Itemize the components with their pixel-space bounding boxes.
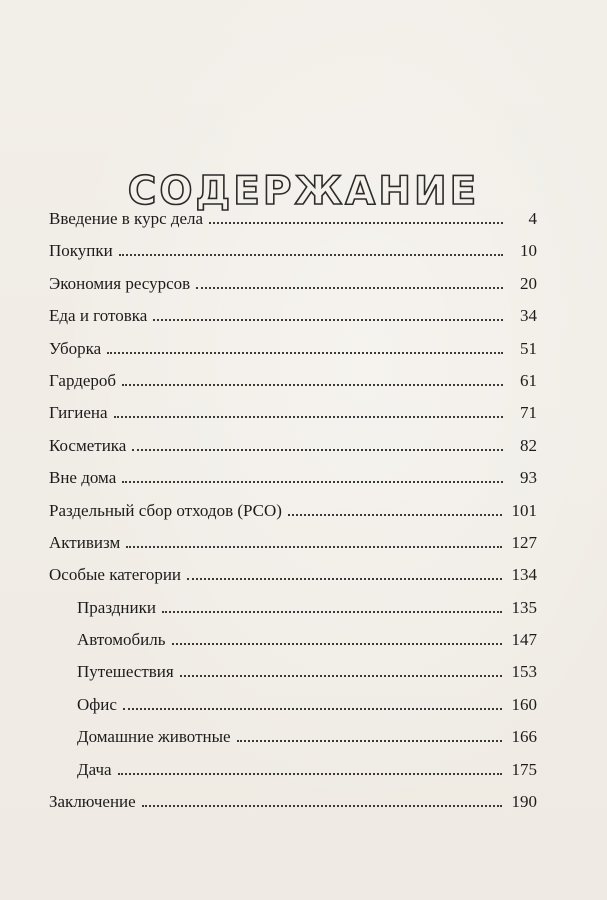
toc-entry-wardrobe — [49, 371, 537, 403]
toc-entry-page: 134 — [511, 565, 537, 585]
toc-entry-page: 153 — [511, 662, 537, 682]
toc-entry-outside-home — [49, 468, 537, 500]
page-title: СОДЕРЖАНИЕ — [127, 169, 480, 215]
dot-leader — [114, 416, 503, 418]
toc-entry-page: 71 — [520, 403, 537, 423]
dot-leader — [209, 222, 503, 224]
toc-entry-title: Офис — [77, 694, 117, 714]
toc-entry-title: Гардероб — [49, 370, 117, 390]
toc-entry-page: 20 — [520, 273, 537, 293]
dot-leader — [187, 578, 501, 580]
dot-leader — [162, 611, 502, 613]
toc-entry-page: 4 — [528, 209, 537, 228]
toc-entry-special-categories — [49, 565, 537, 597]
toc-entry-waste-sorting — [49, 501, 537, 533]
toc-entry-page: 190 — [511, 792, 537, 812]
toc-entry-introduction — [49, 209, 537, 241]
toc-entry-title: Уборка — [49, 338, 102, 358]
toc-entry-page: 166 — [511, 727, 537, 747]
toc-entry-page: 175 — [511, 759, 537, 779]
toc-entry-page: 93 — [520, 468, 537, 488]
toc-entry-cleaning — [49, 339, 537, 371]
toc-entry-page: 10 — [520, 241, 537, 261]
dot-leader — [118, 773, 502, 775]
toc-entry-conclusion — [49, 792, 537, 824]
toc-subentry-car — [49, 630, 537, 662]
toc-entry-page: 147 — [511, 630, 537, 650]
toc-entry-page: 51 — [520, 338, 537, 358]
toc-entry-title: Путешествия — [77, 662, 174, 682]
toc-entry-title: Введение в курс дела — [49, 209, 204, 228]
dot-leader — [288, 514, 502, 516]
toc-entry-page: 160 — [511, 694, 537, 714]
dot-leader — [122, 481, 503, 483]
dot-leader — [119, 254, 503, 256]
toc-entry-title: Покупки — [49, 241, 113, 261]
toc-entry-page: 135 — [511, 597, 537, 617]
toc-entry-title: Гигиена — [49, 403, 108, 423]
toc-entry-title: Автомобиль — [77, 630, 166, 650]
toc-entry-title: Еда и готовка — [49, 306, 148, 326]
dot-leader — [132, 449, 503, 451]
toc-entry-title: Активизм — [49, 532, 121, 552]
dot-leader — [153, 319, 503, 321]
dot-leader — [123, 708, 502, 710]
toc-entry-title: Праздники — [77, 597, 156, 617]
toc-entry-resource-saving — [49, 274, 537, 306]
toc-entry-page: 34 — [520, 306, 537, 326]
toc-subentry-travel — [49, 662, 537, 694]
dot-leader — [180, 675, 502, 677]
dot-leader — [237, 740, 502, 742]
toc-entry-title: Косметика — [49, 435, 127, 455]
toc-subentry-dacha — [49, 760, 537, 792]
toc-entry-title: Вне дома — [49, 468, 117, 488]
toc-entry-title: Дача — [77, 759, 112, 779]
toc-entry-title: Заключение — [49, 792, 136, 812]
toc-entry-cosmetics — [49, 436, 537, 468]
toc-entry-title: Домашние животные — [77, 727, 231, 747]
toc-subentry-pets — [49, 727, 537, 759]
table-of-contents — [49, 209, 537, 824]
toc-entry-page: 61 — [520, 370, 537, 390]
toc-entry-shopping — [49, 241, 537, 273]
dot-leader — [107, 352, 503, 354]
toc-entry-activism — [49, 533, 537, 565]
toc-subentry-holidays — [49, 598, 537, 630]
toc-entry-page: 82 — [520, 435, 537, 455]
dot-leader — [142, 805, 502, 807]
toc-entry-page: 101 — [511, 500, 537, 520]
toc-entry-title: Экономия ресурсов — [49, 273, 191, 293]
dot-leader — [172, 643, 502, 645]
toc-entry-page: 127 — [511, 532, 537, 552]
toc-subentry-office — [49, 695, 537, 727]
dot-leader — [126, 546, 501, 548]
dot-leader — [122, 384, 503, 386]
toc-entry-hygiene — [49, 403, 537, 435]
toc-entry-title: Раздельный сбор отходов (РСО) — [49, 500, 282, 520]
toc-entry-title: Особые категории — [49, 565, 182, 585]
dot-leader — [196, 287, 503, 289]
toc-entry-food-cooking — [49, 306, 537, 338]
